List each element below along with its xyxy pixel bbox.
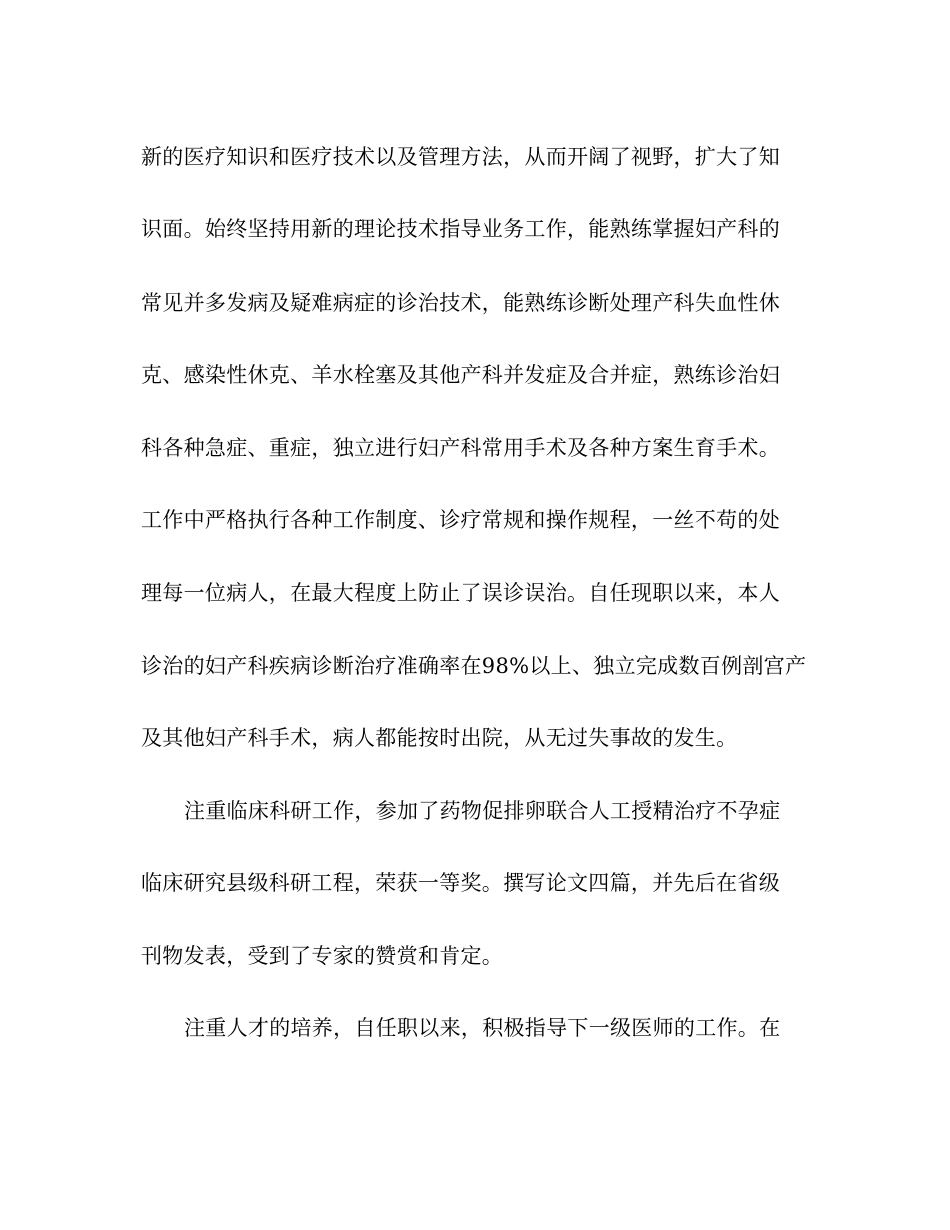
paragraph-line: 识面。始终坚持用新的理论技术指导业务工作，能熟练掌握妇产科的	[141, 217, 780, 241]
paragraph-line: 临床研究县级科研工程，荣获一等奖。撰写论文四篇，并先后在省级	[141, 871, 780, 895]
paragraph-line: 及其他妇产科手术，病人都能按时出院，从无过失事故的发生。	[141, 726, 738, 750]
paragraph-line: 刊物发表，受到了专家的赞赏和肯定。	[141, 944, 504, 968]
paragraph-line: 诊治的妇产科疾病诊断治疗准确率在98%以上、独立完成数百例剖宫产	[141, 654, 807, 678]
paragraph-line: 科各种急症、重症，独立进行妇产科常用手术及各种方案生育手术。	[141, 436, 780, 460]
paragraph-line: 工作中严格执行各种工作制度、诊疗常规和操作规程，一丝不苟的处	[141, 508, 780, 532]
paragraph-line: 新的医疗知识和医疗技术以及管理方法，从而开阔了视野，扩大了知	[141, 145, 780, 169]
paragraph-first-line: 注重人才的培养，自任职以来，积极指导下一级医师的工作。在	[184, 1016, 781, 1040]
paragraph-line: 理每一位病人，在最大程度上防止了误诊误治。自任现职以来，本人	[141, 581, 780, 605]
paragraph-line: 克、感染性休克、羊水栓塞及其他产科并发症及合并症，熟练诊治妇	[141, 363, 780, 387]
paragraph-first-line: 注重临床科研工作，参加了药物促排卵联合人工授精治疗不孕症	[184, 799, 781, 823]
paragraph-line: 常见并多发病及疑难病症的诊治技术，能熟练诊断处理产科失血性休	[141, 291, 780, 315]
